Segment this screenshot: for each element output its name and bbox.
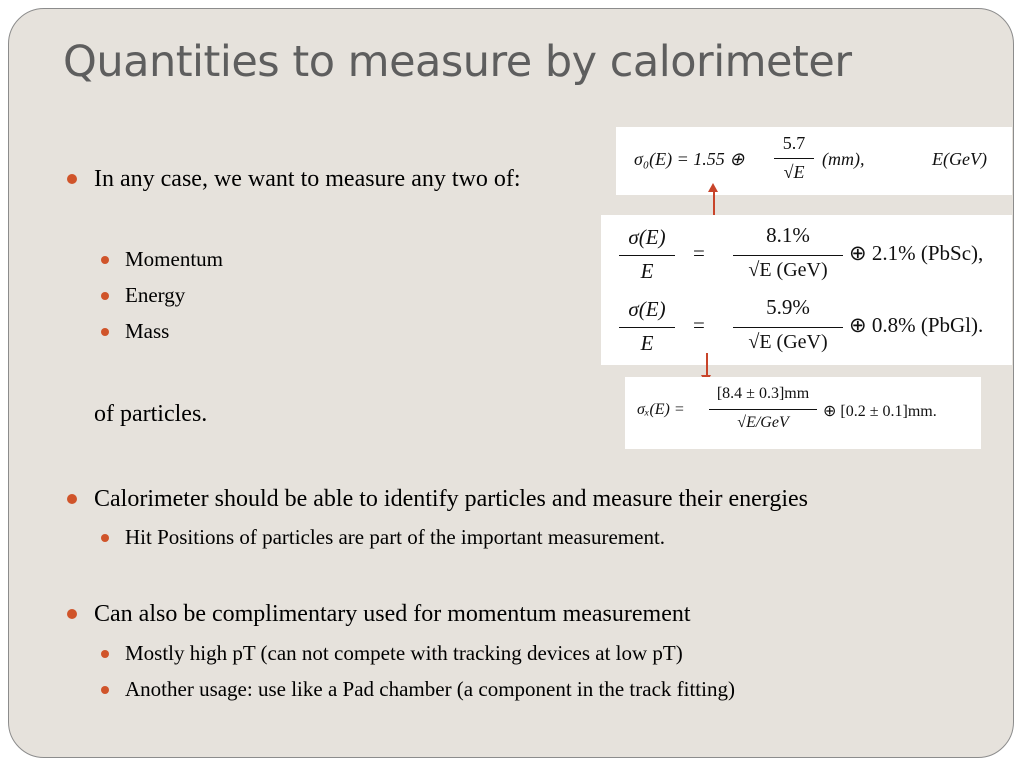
eq1-lhs: σ₀(E) = 1.55 ⊕ (634, 149, 745, 169)
eq2-row1-num: 8.1% (766, 223, 810, 247)
sub-bullet-text: Another usage: use like a Pad chamber (a component in the track fitting) (125, 677, 735, 701)
eq3-fraction-bar (709, 409, 817, 410)
eq2-row1-lhs-num: σ(E) (628, 225, 666, 249)
eq2-row2-num: 5.9% (766, 295, 810, 319)
equation-position-resolution-x (625, 377, 981, 449)
sub-bullet-marker (101, 650, 109, 658)
bullet-text: Can also be complimentary used for momentum measurement (94, 601, 691, 627)
sub-bullet-text: Energy (125, 283, 186, 307)
eq2-row1-bar (733, 255, 843, 256)
equation-position-resolution (616, 127, 1012, 195)
eq3-lhs: σₓ(E) = (637, 401, 685, 418)
sub-bullet-text: Hit Positions of particles are part of the important measurement. (125, 525, 666, 549)
bullet-text: Calorimeter should be able to identify particles and measure their energies (94, 486, 808, 512)
arrow-up-head (708, 183, 718, 192)
sub-bullet-marker (101, 686, 109, 694)
eq2-row1-equals: = (693, 241, 705, 265)
equation-energy-resolution (601, 215, 1012, 365)
eq2-row1-den: √E (GeV) (748, 259, 828, 281)
eq2-row2-den: √E (GeV) (748, 331, 828, 353)
sub-bullet-text: Mass (125, 319, 170, 343)
eq1-tail: (mm), (822, 149, 865, 169)
slide (8, 8, 1014, 758)
sub-bullet-marker (101, 534, 109, 542)
eq1-right: E(GeV) (932, 149, 987, 169)
eq2-row2-lhs-den: E (640, 331, 654, 355)
bullet-marker (67, 494, 77, 504)
bullet-marker (67, 174, 77, 184)
sub-bullet-marker (101, 256, 109, 264)
eq2-row2-bar (733, 327, 843, 328)
eq3-tail: ⊕ [0.2 ± 0.1]mm. (823, 403, 937, 420)
eq2-row2-equals: = (693, 313, 705, 337)
bullet-marker (67, 609, 77, 619)
eq2-row1-lhs-den: E (640, 259, 654, 283)
eq2-row1-tail: ⊕ 2.1% (PbSc), (849, 241, 984, 265)
slide-title: Quantities to measure by calorimeter (63, 37, 852, 87)
sub-bullet-marker (101, 292, 109, 300)
eq1-fraction-bar (774, 158, 814, 159)
eq3-numerator: [8.4 ± 0.3]mm (716, 385, 810, 402)
eq1-denominator: √E (783, 162, 805, 182)
sub-bullet-text: Mostly high pT (can not compete with tracking devices at low pT) (125, 641, 683, 665)
arrow-down-line (706, 353, 708, 377)
eq2-row2-lhs-bar (619, 327, 675, 328)
eq2-row1-lhs-bar (619, 255, 675, 256)
bullet-text: In any case, we want to measure any two of: (94, 166, 521, 192)
continuation-text: of particles. (94, 401, 208, 427)
sub-bullet-marker (101, 328, 109, 336)
eq3-denominator: √E/GeV (737, 414, 789, 431)
eq2-row2-tail: ⊕ 0.8% (PbGl). (849, 313, 984, 337)
sub-bullet-text: Momentum (125, 247, 223, 271)
eq2-row2-lhs-num: σ(E) (628, 297, 666, 321)
eq1-numerator: 5.7 (782, 133, 806, 153)
